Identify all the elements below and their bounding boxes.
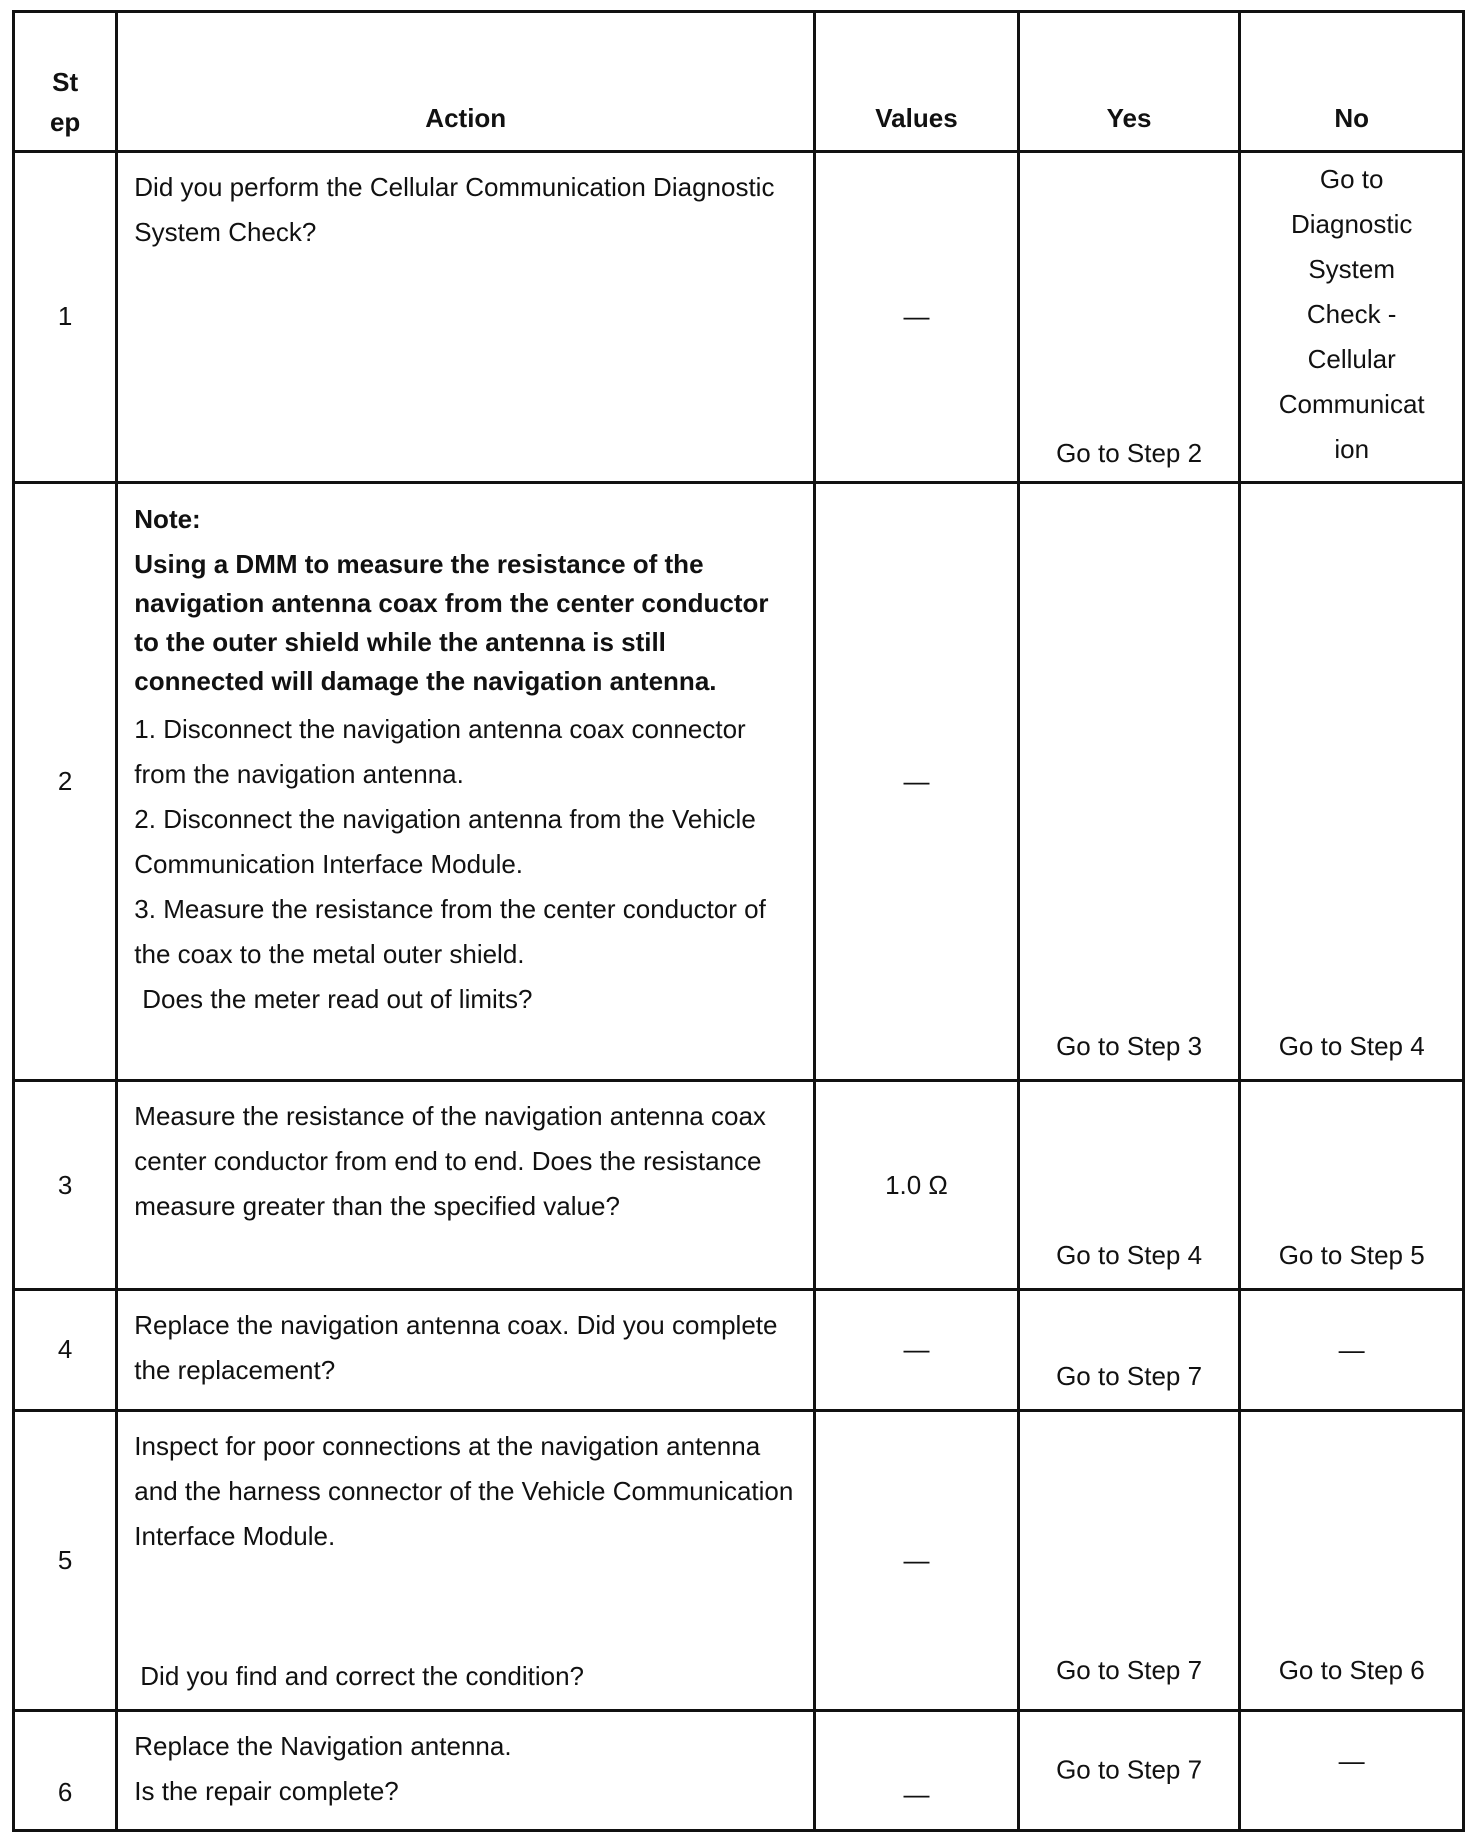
- table-row: [14, 482, 1464, 1081]
- no-line: Check -: [1306, 299, 1397, 330]
- header-action: Action: [117, 12, 815, 152]
- no-line: Communicat: [1278, 389, 1425, 420]
- yes-text: Go to Step 7: [1056, 1754, 1203, 1785]
- header-step-line1: St: [52, 67, 79, 98]
- no-text: Go to Step 4: [1278, 1031, 1425, 1062]
- step-instruction: 2. Disconnect the navigation antenna from the Vehicle Communication Interface Module.: [134, 803, 756, 879]
- step-number: 5: [14, 1410, 117, 1710]
- note-text: Using a DMM to measure the resistance of the navigation antenna coax from the center conductor to the outer shield while the antenna is still connected will damage the navigation antenna.: [134, 548, 769, 696]
- yes-cell: [1018, 1410, 1240, 1710]
- action-cell: [117, 482, 815, 1081]
- header-values: Values: [815, 12, 1019, 152]
- action-line: Replace the Navigation antenna.: [134, 1730, 512, 1761]
- table-row: [14, 152, 1464, 482]
- step-instruction: 3. Measure the resistance from the center conductor of the coax to the metal outer shield.: [134, 893, 766, 969]
- question-text: Did you find and correct the condition?: [140, 1660, 584, 1691]
- no-cell: [1240, 482, 1464, 1081]
- yes-text: Go to Step 3: [1056, 1031, 1203, 1062]
- action-cell: [117, 1410, 815, 1710]
- yes-cell: [1018, 482, 1240, 1081]
- no-line: Go to: [1319, 164, 1384, 195]
- action-cell: [117, 1710, 815, 1830]
- action-text: Inspect for poor connections at the navigation antenna and the harness connector of the Vehicle Communication Interface Module.: [134, 1430, 794, 1551]
- yes-cell: [1018, 1081, 1240, 1290]
- header-step: [14, 12, 117, 152]
- action-line: Is the repair complete?: [134, 1775, 399, 1806]
- no-text: —: [1338, 1334, 1365, 1365]
- no-cell: [1240, 152, 1464, 482]
- no-line: Cellular: [1307, 344, 1396, 375]
- value-cell: —: [815, 1290, 1019, 1410]
- no-cell: [1240, 1290, 1464, 1410]
- table-row: [14, 1081, 1464, 1290]
- question-text: Does the meter read out of limits?: [142, 983, 533, 1014]
- value-cell: 1.0 Ω: [815, 1081, 1019, 1290]
- yes-text: Go to Step 2: [1056, 437, 1203, 468]
- diagnostic-table: [12, 10, 1465, 1832]
- yes-text: Go to Step 7: [1056, 1654, 1203, 1685]
- yes-text: Go to Step 4: [1056, 1240, 1203, 1271]
- step-number: 2: [14, 482, 117, 1081]
- action-text: Did you perform the Cellular Communication Diagnostic System Check?: [117, 152, 815, 482]
- value-cell: —: [815, 1710, 1019, 1830]
- no-line: Diagnostic: [1290, 209, 1413, 240]
- step-number: 6: [14, 1710, 117, 1830]
- no-line: System: [1308, 254, 1396, 285]
- yes-cell: [1018, 1290, 1240, 1410]
- step-number: 1: [14, 152, 117, 482]
- no-text: Go to Step 5: [1278, 1240, 1425, 1271]
- value-cell: —: [815, 152, 1019, 482]
- step-number: 4: [14, 1290, 117, 1410]
- no-text: —: [1338, 1745, 1365, 1776]
- header-row: [14, 12, 1464, 152]
- yes-cell: [1018, 1710, 1240, 1830]
- value-cell: —: [815, 1410, 1019, 1710]
- table-row: [14, 1290, 1464, 1410]
- note-label: Note:: [134, 503, 201, 534]
- no-cell: [1240, 1410, 1464, 1710]
- no-cell: [1240, 1081, 1464, 1290]
- step-instruction: 1. Disconnect the navigation antenna coax connector from the navigation antenna.: [134, 713, 746, 789]
- no-line: ion: [1334, 434, 1370, 465]
- header-step-line2: ep: [49, 107, 81, 138]
- no-cell: [1240, 1710, 1464, 1830]
- value-cell: —: [815, 482, 1019, 1081]
- yes-text: Go to Step 7: [1056, 1360, 1203, 1391]
- action-text: Measure the resistance of the navigation antenna coax center conductor from end to end. Does the resistance measure greater than the specified value?: [117, 1081, 815, 1290]
- no-text: [1241, 157, 1462, 472]
- no-text: Go to Step 6: [1278, 1654, 1425, 1685]
- table-row: [14, 1410, 1464, 1710]
- table-row: [14, 1710, 1464, 1830]
- yes-cell: [1018, 152, 1240, 482]
- action-text: Replace the navigation antenna coax. Did you complete the replacement?: [117, 1290, 815, 1410]
- step-number: 3: [14, 1081, 117, 1290]
- header-yes: Yes: [1018, 12, 1240, 152]
- header-no: No: [1240, 12, 1464, 152]
